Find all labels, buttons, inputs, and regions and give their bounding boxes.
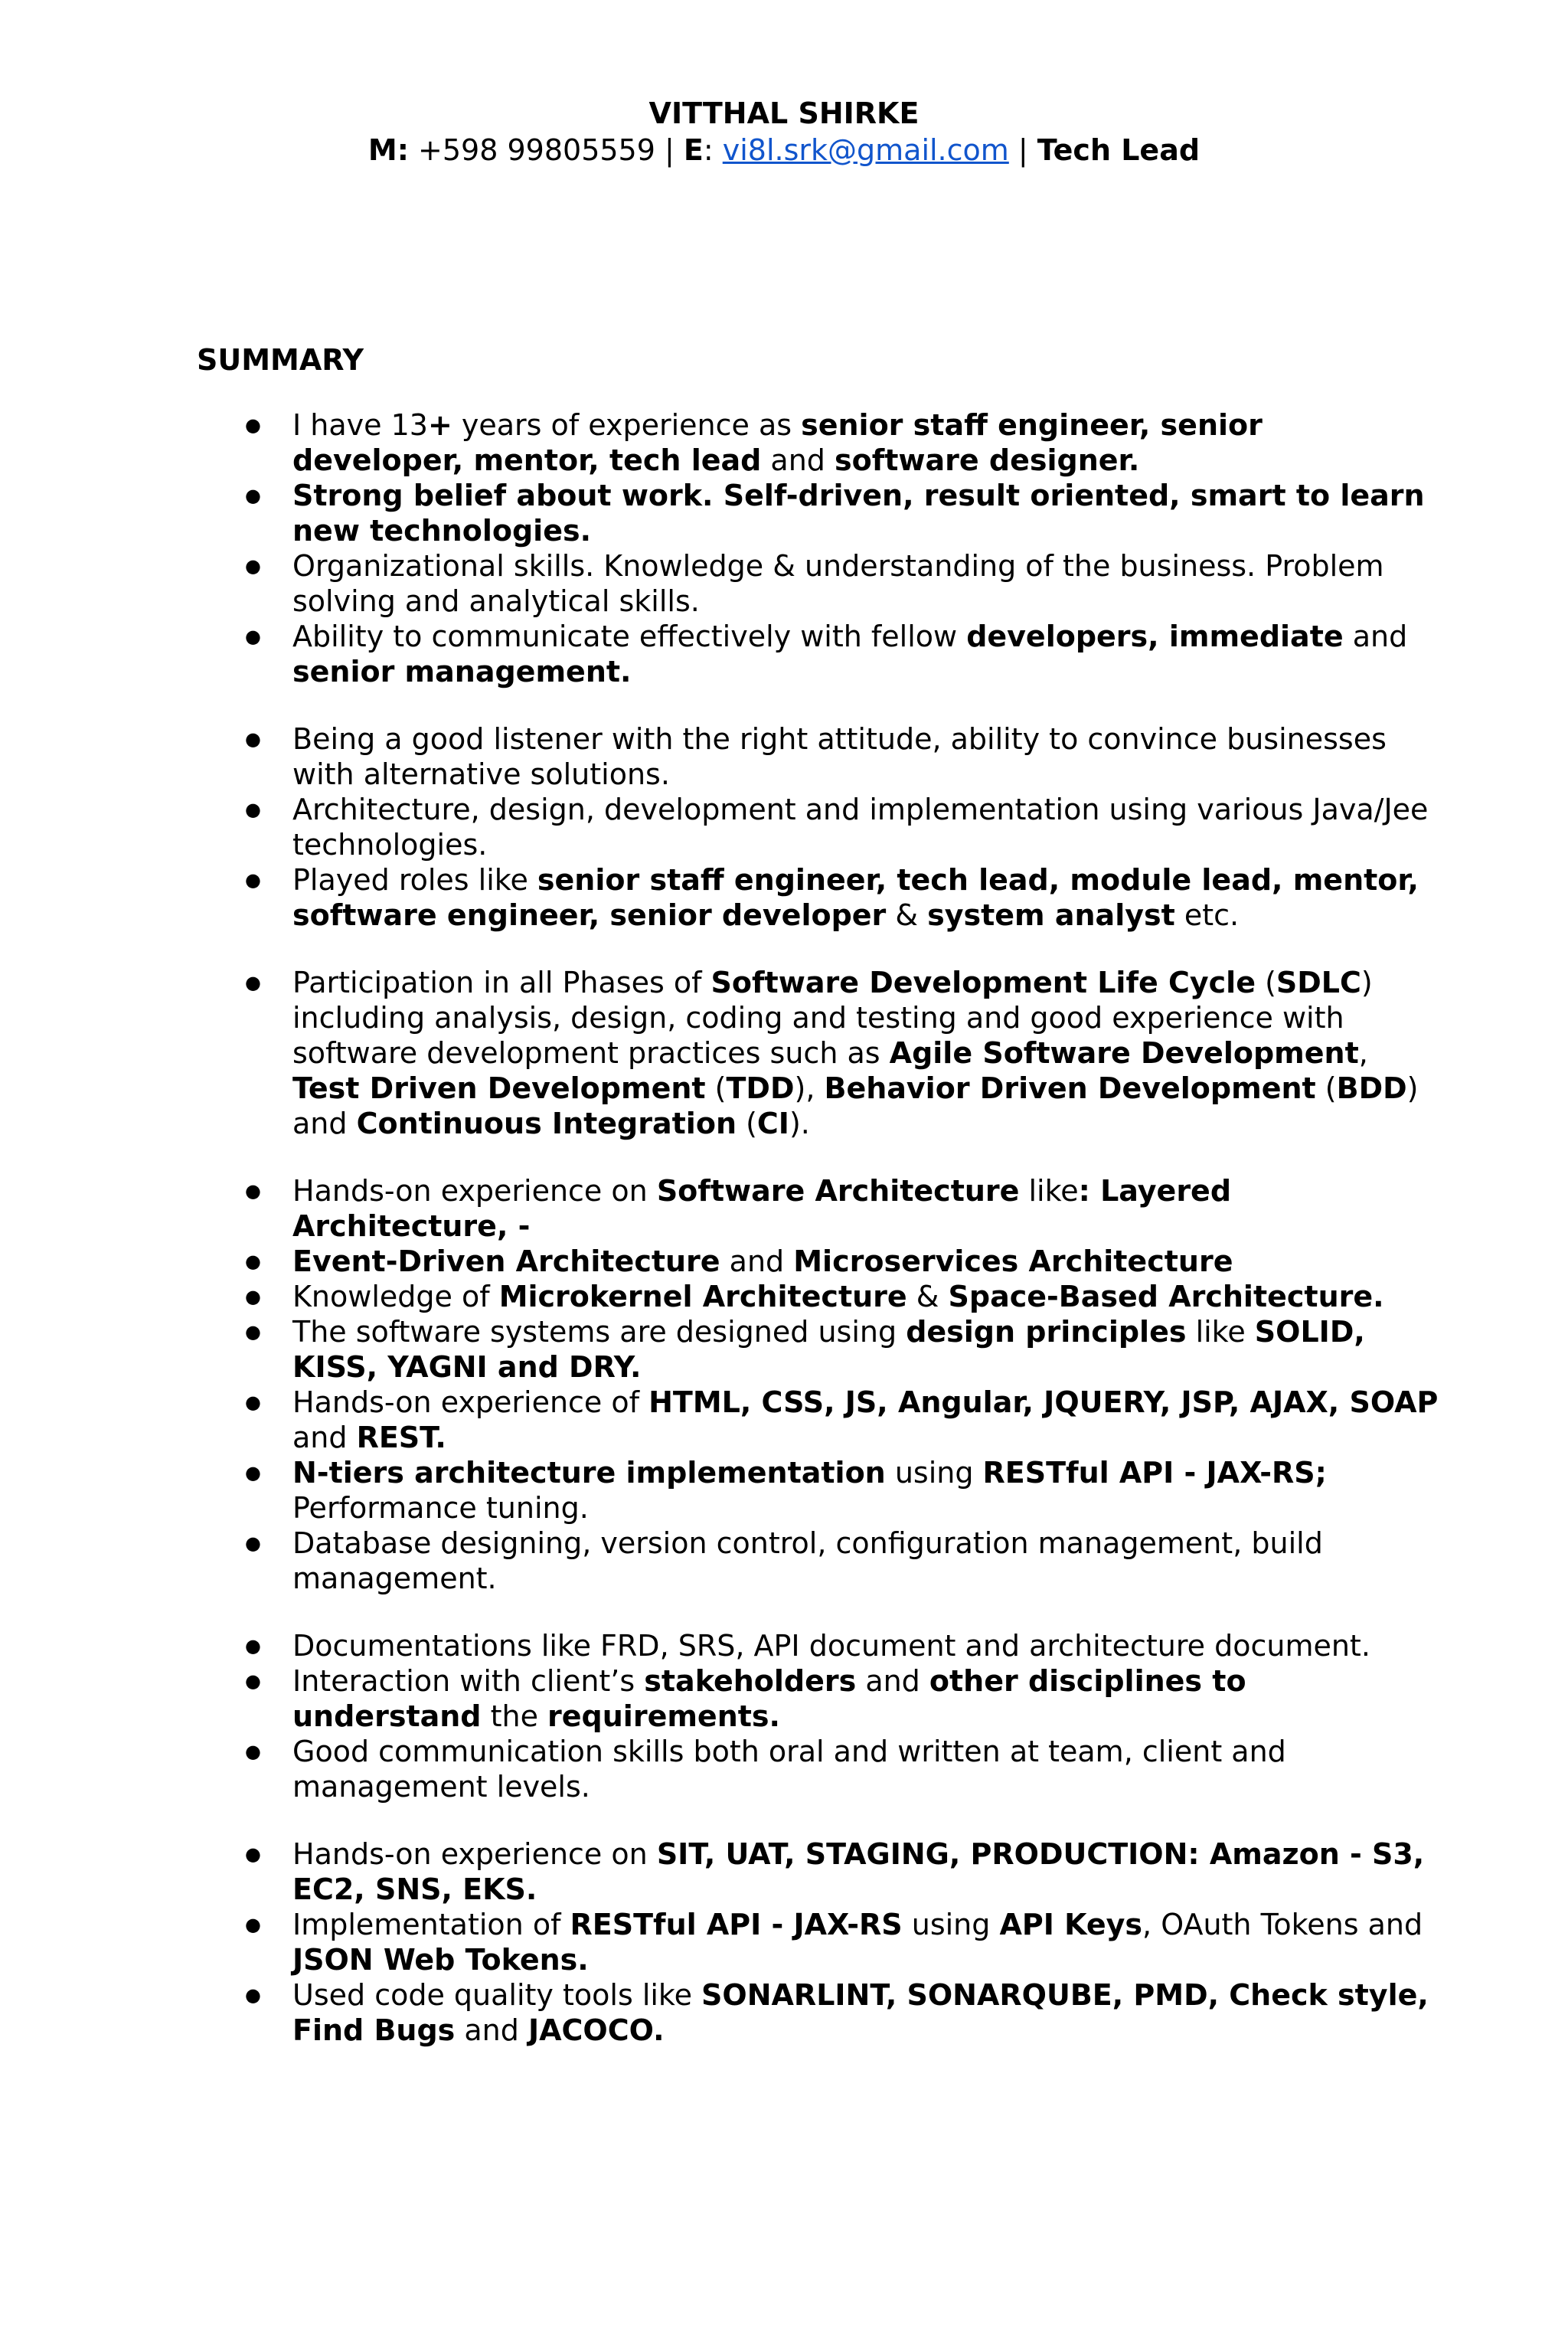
role-title: Tech Lead — [1037, 133, 1200, 167]
text: ), — [794, 1071, 825, 1105]
bold-text: BDD — [1336, 1071, 1407, 1105]
bold-text: Software Development Life Cycle — [710, 966, 1256, 999]
text: Database designing, version control, configuration management, build management. — [292, 1526, 1323, 1595]
text: and — [455, 2013, 528, 2047]
text: Interaction with client’s — [292, 1664, 645, 1698]
text: & — [906, 1280, 949, 1313]
summary-heading: SUMMARY — [197, 343, 364, 377]
text: and — [720, 1244, 794, 1278]
text: using — [885, 1456, 983, 1490]
bold-text: Strong belief about work. Self-driven, result oriented, smart to learn new technologies. — [292, 479, 1425, 548]
summary-bullet — [245, 1907, 1439, 1977]
bold-text: RESTful API - JAX-RS; — [982, 1456, 1327, 1490]
bold-text: : Layered Architecture, - — [292, 1174, 1232, 1243]
text: ) including analysis, design, coding and testing and good experience with software development practices such as — [292, 966, 1373, 1070]
text: ). — [789, 1107, 810, 1140]
text: Hands-on experience on — [292, 1174, 657, 1208]
bold-text: Space-Based Architecture. — [948, 1280, 1384, 1313]
bold-text: requirements. — [547, 1699, 780, 1733]
text: ( — [737, 1107, 757, 1140]
bold-text: Agile Software Development — [889, 1036, 1359, 1070]
resume-header — [0, 95, 1568, 168]
bold-text: JSON Web Tokens. — [292, 1943, 589, 1977]
summary-bullet — [245, 1314, 1439, 1385]
summary-bullet — [245, 478, 1439, 548]
text: Performance tuning. — [292, 1491, 589, 1525]
bold-text: senior staff engineer, senior developer, mentor, tech lead — [292, 408, 1263, 477]
bold-text: stakeholders — [644, 1664, 857, 1698]
contact-line: M: +598 99805559 | E: vi8l.srk@gmail.com | Tech Lead — [368, 133, 1200, 167]
text: & — [886, 898, 928, 932]
text: and — [292, 1421, 357, 1454]
bold-text: Microkernel Architecture — [498, 1280, 907, 1313]
bold-text: API Keys — [999, 1908, 1143, 1941]
summary-bullet — [245, 407, 1439, 478]
bold-text: SOLID, KISS, YAGNI and DRY. — [292, 1315, 1365, 1384]
summary-bullet — [245, 965, 1439, 1141]
text: ) and — [292, 1071, 1419, 1140]
mobile-number: +598 99805559 — [418, 133, 655, 167]
bold-text: senior management. — [292, 655, 632, 688]
text: years of experience as — [452, 408, 802, 442]
bold-text: software designer. — [835, 443, 1140, 477]
mobile-label: M: — [368, 133, 409, 167]
summary-list — [245, 407, 1439, 2048]
summary-bullet — [245, 548, 1439, 619]
text: Documentations like FRD, SRS, API document and architecture document. — [292, 1629, 1370, 1663]
text: like — [1019, 1174, 1079, 1208]
summary-bullet — [245, 862, 1439, 933]
bold-text: Microservices Architecture — [793, 1244, 1233, 1278]
bold-text: + — [427, 408, 452, 442]
bold-text: Software Architecture — [656, 1174, 1020, 1208]
bold-text: other disciplines to understand — [292, 1664, 1246, 1733]
text: Organizational skills. Knowledge & understanding of the business. Problem solving and analytical skills. — [292, 549, 1384, 618]
summary-bullet — [245, 1455, 1439, 1526]
summary-bullet — [245, 619, 1439, 689]
text: The software systems are designed using — [292, 1315, 906, 1349]
text: Architecture, design, development and implementation using various Java/Jee technologies. — [292, 793, 1429, 862]
text: I have 13 — [292, 408, 428, 442]
summary-bullet — [245, 1628, 1439, 1663]
bold-text: HTML, CSS, JS, Angular, JQUERY, JSP, AJAX, SOAP — [648, 1385, 1439, 1419]
bold-text: REST. — [356, 1421, 446, 1454]
bold-text: Continuous Integration — [356, 1107, 737, 1140]
text: like — [1186, 1315, 1255, 1349]
bold-text: senior staff engineer, tech lead, module lead, mentor, software engineer, senior developer — [292, 863, 1419, 932]
text: , — [1358, 1036, 1368, 1070]
bold-text: JACOCO. — [528, 2013, 665, 2047]
text: ( — [1315, 1071, 1337, 1105]
text: and — [1343, 620, 1408, 653]
text: ( — [1255, 966, 1276, 999]
bold-text: Event-Driven Architecture — [292, 1244, 720, 1278]
summary-bullet — [245, 721, 1439, 792]
bold-text: CI — [756, 1107, 789, 1140]
text: and — [761, 443, 835, 477]
text: Participation in all Phases of — [292, 966, 711, 999]
text: , OAuth Tokens and — [1142, 1908, 1423, 1941]
text: and — [856, 1664, 929, 1698]
text: Implementation of — [292, 1908, 570, 1941]
text: etc. — [1174, 898, 1240, 932]
candidate-name: VITTHAL SHIRKE — [648, 96, 920, 130]
bold-text: Behavior Driven Development — [824, 1071, 1316, 1105]
text: the — [481, 1699, 548, 1733]
bold-text: Test Driven Development — [292, 1071, 706, 1105]
bold-text: system analyst — [927, 898, 1175, 932]
summary-bullet — [245, 1385, 1439, 1455]
bold-text: SDLC — [1276, 966, 1361, 999]
bold-text: design principles — [906, 1315, 1187, 1349]
text: Hands-on experience of — [292, 1385, 649, 1419]
summary-bullet — [245, 1279, 1439, 1314]
text: Used code quality tools like — [292, 1978, 702, 2012]
bold-text: RESTful API - JAX-RS — [570, 1908, 903, 1941]
email-label: E — [683, 133, 704, 167]
summary-bullet — [245, 1734, 1439, 1804]
email-link[interactable]: vi8l.srk@gmail.com — [722, 133, 1009, 167]
summary-bullet — [245, 1977, 1439, 2048]
summary-bullet — [245, 1244, 1439, 1279]
summary-bullet — [245, 1836, 1439, 1907]
summary-bullet — [245, 792, 1439, 862]
bold-text: SONARLINT, SONARQUBE, PMD, Check style, Find Bugs — [292, 1978, 1429, 2047]
text: Being a good listener with the right attitude, ability to convince businesses with alternative solutions. — [292, 722, 1387, 791]
text: using — [902, 1908, 1000, 1941]
bold-text: TDD — [726, 1071, 795, 1105]
bold-text: N-tiers architecture implementation — [292, 1456, 886, 1490]
bold-text: developers, immediate — [966, 620, 1344, 653]
summary-bullet — [245, 1173, 1439, 1244]
summary-bullet — [245, 1526, 1439, 1596]
text: Ability to communicate effectively with fellow — [292, 620, 967, 653]
text: Knowledge of — [292, 1280, 499, 1313]
text: Good communication skills both oral and written at team, client and management levels. — [292, 1735, 1286, 1804]
text: Hands-on experience on — [292, 1837, 657, 1871]
summary-bullet — [245, 1663, 1439, 1734]
bold-text: SIT, UAT, STAGING, PRODUCTION: Amazon - S3, EC2, SNS, EKS. — [292, 1837, 1425, 1906]
text: ( — [705, 1071, 727, 1105]
text: Played roles like — [292, 863, 537, 897]
